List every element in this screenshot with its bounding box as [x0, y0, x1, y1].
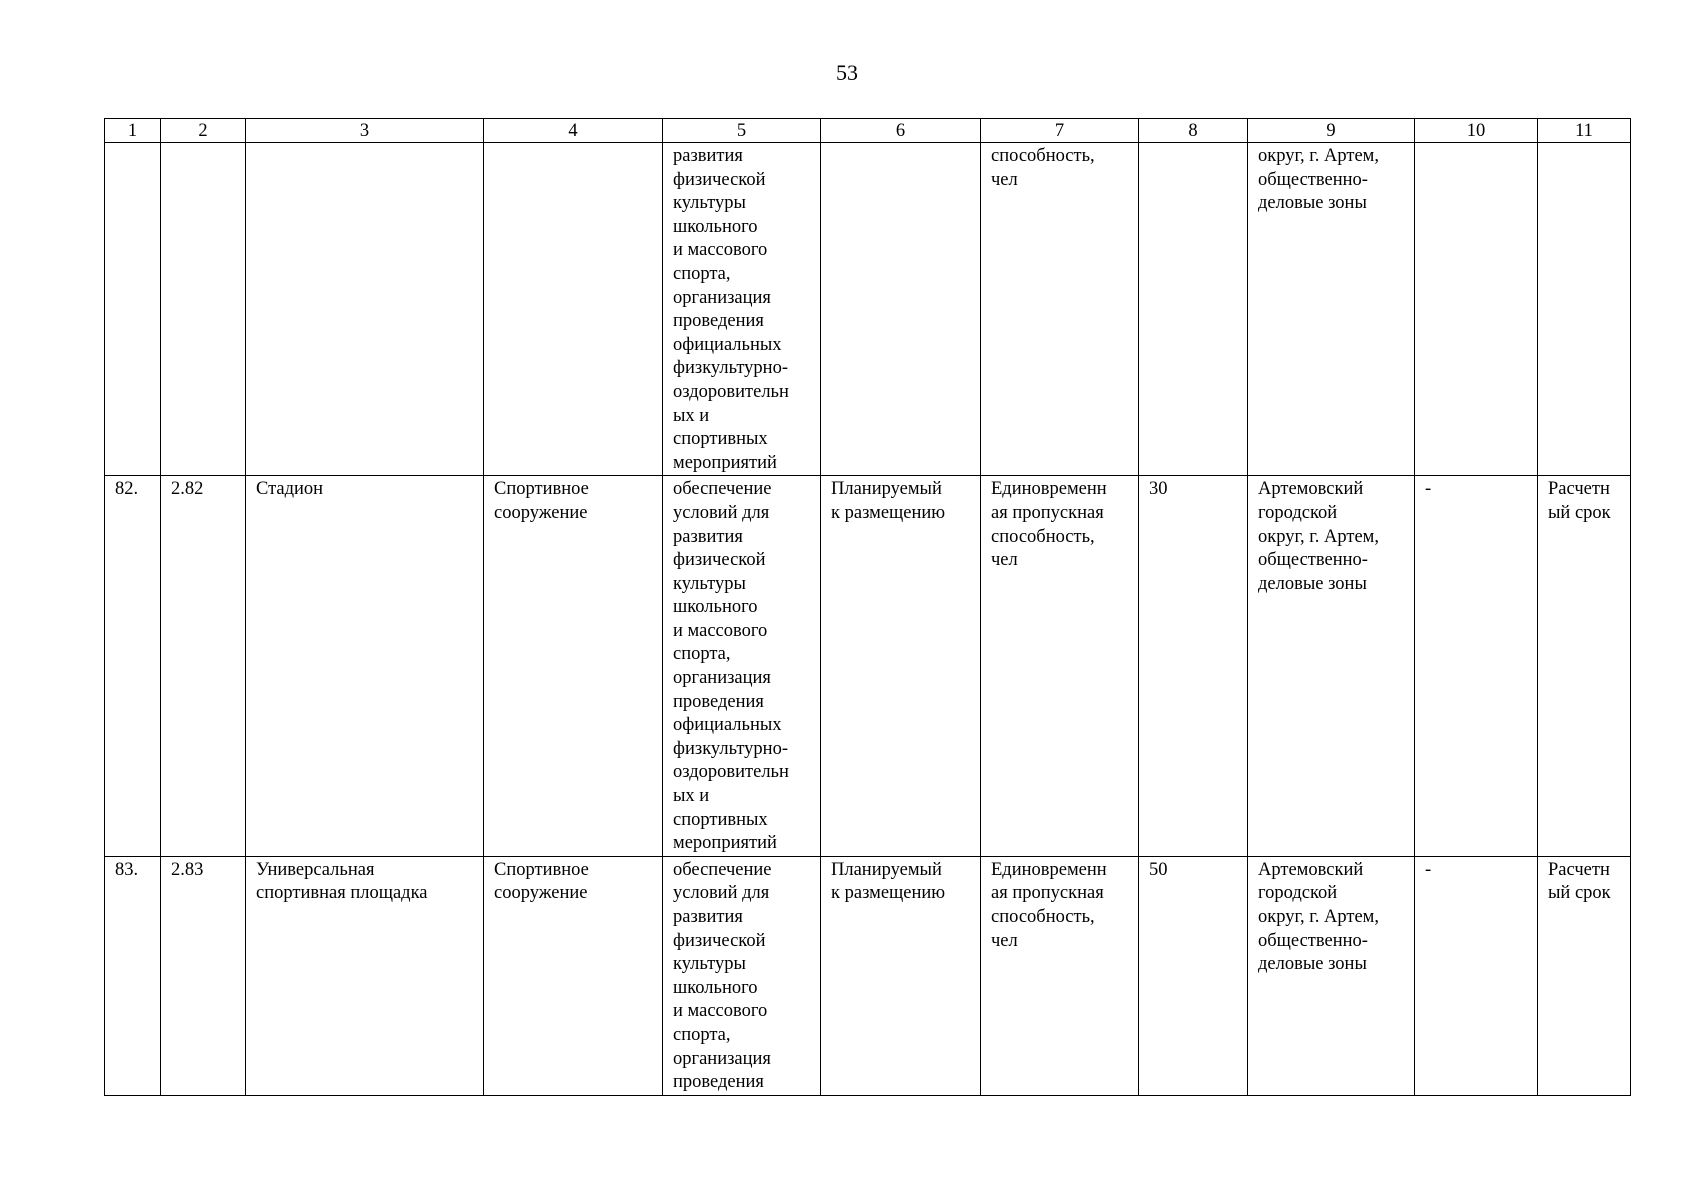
cell-status: [821, 143, 981, 476]
table-row-82: [105, 476, 1631, 857]
column-header: 9: [1248, 119, 1415, 143]
cell-value: 30: [1139, 476, 1248, 857]
page-number: 53: [836, 60, 858, 85]
cell-object-name: Стадион: [246, 476, 484, 857]
cell-number: [105, 143, 161, 476]
cell-object-name: Универсальная спортивная площадка: [246, 856, 484, 1095]
column-header: 10: [1415, 119, 1538, 143]
cell-code: [161, 143, 246, 476]
column-header: 2: [161, 119, 246, 143]
column-header: 6: [821, 119, 981, 143]
cell-value: [1139, 143, 1248, 476]
cell-purpose: обеспечение условий для развития физической культуры школьного и массового спорта, организация проведения официальных физкультурно- оздоровительн ых и спортивных мероприятий: [663, 476, 821, 857]
cell-status: Планируемый к размещению: [821, 856, 981, 1095]
cell-zone-note: [1415, 143, 1538, 476]
column-numbers-row: [105, 119, 1631, 143]
cell-code: 2.83: [161, 856, 246, 1095]
cell-object-type: Спортивное сооружение: [484, 856, 663, 1095]
cell-location: округ, г. Артем, общественно- деловые зоны: [1248, 143, 1415, 476]
cell-term: Расчетн ый срок: [1538, 476, 1631, 857]
cell-zone-note: -: [1415, 856, 1538, 1095]
cell-location: Артемовский городской округ, г. Артем, общественно- деловые зоны: [1248, 856, 1415, 1095]
cell-characteristic: способность, чел: [981, 143, 1139, 476]
column-header: 8: [1139, 119, 1248, 143]
table-row-83: [105, 856, 1631, 1095]
cell-object-type: [484, 143, 663, 476]
cell-value: 50: [1139, 856, 1248, 1095]
column-header: 5: [663, 119, 821, 143]
cell-number: 82.: [105, 476, 161, 857]
cell-object-name: [246, 143, 484, 476]
cell-location: Артемовский городской округ, г. Артем, общественно- деловые зоны: [1248, 476, 1415, 857]
cell-purpose: развития физической культуры школьного и массового спорта, организация проведения официальных физкультурно- оздоровительн ых и спортивных мероприятий: [663, 143, 821, 476]
objects-table: [104, 118, 1631, 1096]
cell-characteristic: Единовременн ая пропускная способность, чел: [981, 476, 1139, 857]
cell-zone-note: -: [1415, 476, 1538, 857]
cell-number: 83.: [105, 856, 161, 1095]
column-header: 3: [246, 119, 484, 143]
cell-term: [1538, 143, 1631, 476]
cell-term: Расчетн ый срок: [1538, 856, 1631, 1095]
cell-status: Планируемый к размещению: [821, 476, 981, 857]
column-header: 1: [105, 119, 161, 143]
cell-characteristic: Единовременн ая пропускная способность, чел: [981, 856, 1139, 1095]
column-header: 11: [1538, 119, 1631, 143]
cell-code: 2.82: [161, 476, 246, 857]
table-row-continuation: [105, 143, 1631, 476]
column-header: 4: [484, 119, 663, 143]
cell-object-type: Спортивное сооружение: [484, 476, 663, 857]
cell-purpose: обеспечение условий для развития физической культуры школьного и массового спорта, организация проведения: [663, 856, 821, 1095]
column-header: 7: [981, 119, 1139, 143]
